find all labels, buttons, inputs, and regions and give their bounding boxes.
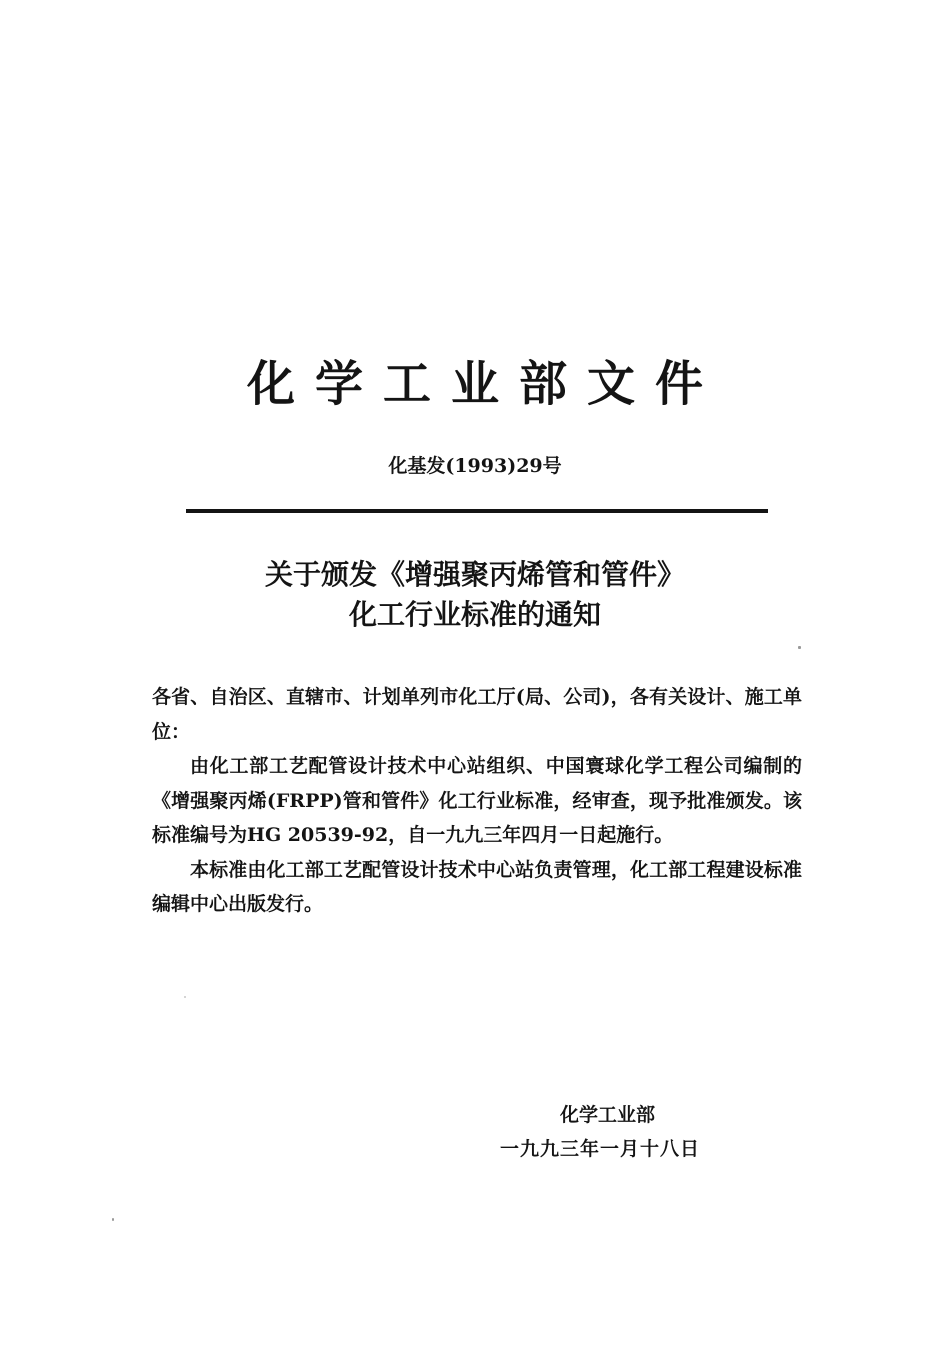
notice-body	[152, 680, 802, 922]
notice-title-line-1: 关于颁发《增强聚丙烯管和管件》	[264, 558, 685, 591]
scan-speck	[798, 646, 801, 649]
notice-title-line-2: 化工行业标准的通知	[348, 598, 601, 631]
management-paragraph: 本标准由化工部工艺配管设计技术中心站负责管理，化工部工程建设标准编辑中心出版发行。	[152, 858, 802, 915]
scan-speck	[112, 1218, 114, 1221]
issue-date: 一九九三年一月十八日	[500, 1138, 701, 1160]
header-divider-line	[186, 509, 768, 513]
issuer-signature: 化学工业部	[560, 1104, 656, 1126]
document-number: 化基发(1993)29号	[388, 455, 562, 477]
scan-speck	[184, 996, 186, 998]
recipients-paragraph: 各省、自治区、直辖市、计划单列市化工厅(局、公司)，各有关设计、施工单位：	[152, 686, 802, 743]
notice-title	[0, 555, 950, 635]
approval-paragraph: 由化工部工艺配管设计技术中心站组织、中国寰球化学工程公司编制的《增强聚丙烯(FRPP)管和管件》化工行业标准，经审查，现予批准颁发。该标准编号为HG 20539-92，自一九九三年四月一日起施行。	[152, 755, 802, 846]
document-header-title: 化学工业部文件	[246, 356, 723, 412]
